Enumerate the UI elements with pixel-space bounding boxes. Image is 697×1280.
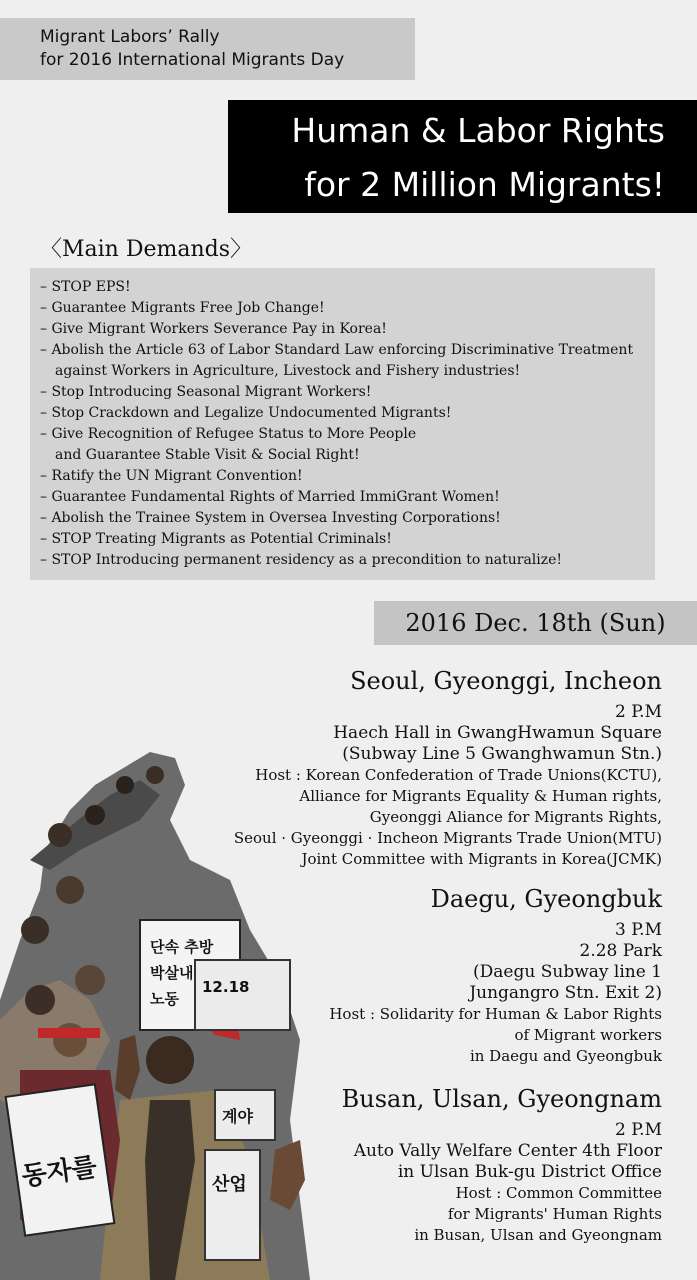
event-region: Seoul, Gyeonggi, Incheon <box>350 667 662 695</box>
subtitle-line-1: Migrant Labors’ Rally <box>40 27 220 47</box>
event-host: Gyeonggi Aliance for Migrants Rights, <box>369 808 662 826</box>
demand-item: – Abolish the Article 63 of Labor Standard Law enforcing Discriminative Treatment <box>40 342 634 358</box>
event-venue: Haech Hall in GwangHwamun Square <box>333 723 662 743</box>
headline-line-2: for 2 Million Migrants! <box>304 165 665 204</box>
demand-item: – Guarantee Migrants Free Job Change! <box>40 300 325 316</box>
demands-list <box>30 268 655 580</box>
demand-item: – Abolish the Trainee System in Oversea Investing Corporations! <box>40 510 501 526</box>
sign-text: 동자를 <box>19 1152 99 1193</box>
event-venue: (Daegu Subway line 1 <box>473 962 662 982</box>
demand-item: – Stop Introducing Seasonal Migrant Workers! <box>40 384 372 400</box>
event-host: Host : Solidarity for Human & Labor Rights <box>329 1005 662 1023</box>
event-host: in Busan, Ulsan and Gyeongnam <box>414 1226 662 1244</box>
sign-text: 노동 <box>150 990 179 1008</box>
sign-text: 산업 <box>212 1174 247 1195</box>
sign-text: 12.18 <box>202 978 250 996</box>
event-venue: (Subway Line 5 Gwanghwamun Stn.) <box>342 744 662 764</box>
sign-text: 계야 <box>222 1107 253 1126</box>
demand-item: – STOP Treating Migrants as Potential Criminals! <box>40 531 392 547</box>
event-host: for Migrants' Human Rights <box>447 1205 662 1223</box>
demand-item: – Guarantee Fundamental Rights of Married ImmiGrant Women! <box>40 489 500 505</box>
event-host: of Migrant workers <box>514 1026 662 1044</box>
event-date-banner: 2016 Dec. 18th (Sun) <box>374 601 697 645</box>
event-seoul <box>162 664 662 870</box>
event-busan <box>342 1082 662 1246</box>
demand-item: – Stop Crackdown and Legalize Undocumented Migrants! <box>40 405 452 421</box>
demand-item: – STOP Introducing permanent residency as a precondition to naturalize! <box>40 552 563 568</box>
demand-item-continued: and Guarantee Stable Visit & Social Right! <box>55 447 360 463</box>
event-host: in Daegu and Gyeongbuk <box>469 1047 662 1065</box>
event-venue: Jungangro Stn. Exit 2) <box>469 983 662 1003</box>
event-subtitle-banner <box>0 18 415 80</box>
event-region: Daegu, Gyeongbuk <box>430 885 662 913</box>
demands-title: 〈Main Demands〉 <box>40 237 253 262</box>
event-venue: in Ulsan Buk-gu District Office <box>397 1162 662 1182</box>
headline-banner <box>228 100 697 213</box>
event-host: Seoul · Gyeonggi · Incheon Migrants Trade Union(MTU) <box>233 829 662 847</box>
event-host: Host : Korean Confederation of Trade Unions(KCTU), <box>255 766 662 784</box>
demand-item: – Ratify the UN Migrant Convention! <box>40 468 303 484</box>
demand-item: – STOP EPS! <box>40 279 131 295</box>
event-time: 3 P.M <box>614 920 662 940</box>
demand-item-continued: against Workers in Agriculture, Livestock and Fishery industries! <box>55 363 521 379</box>
headline-line-1: Human & Labor Rights <box>291 111 665 150</box>
event-venue: 2.28 Park <box>579 941 662 961</box>
protest-sign <box>205 1150 260 1260</box>
event-host: Alliance for Migrants Equality & Human rights, <box>299 787 662 805</box>
event-venue: Auto Vally Welfare Center 4th Floor <box>353 1141 662 1161</box>
demand-item: – Give Recognition of Refugee Status to More People <box>40 426 417 442</box>
sign-text: 단속 추방 <box>150 938 214 956</box>
event-region: Busan, Ulsan, Gyeongnam <box>341 1085 662 1113</box>
demand-item: – Give Migrant Workers Severance Pay in Korea! <box>40 321 387 337</box>
event-host: Host : Common Committee <box>455 1184 662 1202</box>
sign-text: 박살내 <box>150 964 194 982</box>
subtitle-line-2: for 2016 International Migrants Day <box>40 50 345 70</box>
event-host: Joint Committee with Migrants in Korea(JCMK) <box>301 850 662 868</box>
event-daegu <box>329 882 662 1067</box>
event-time: 2 P.M <box>614 702 662 722</box>
event-time: 2 P.M <box>614 1120 662 1140</box>
